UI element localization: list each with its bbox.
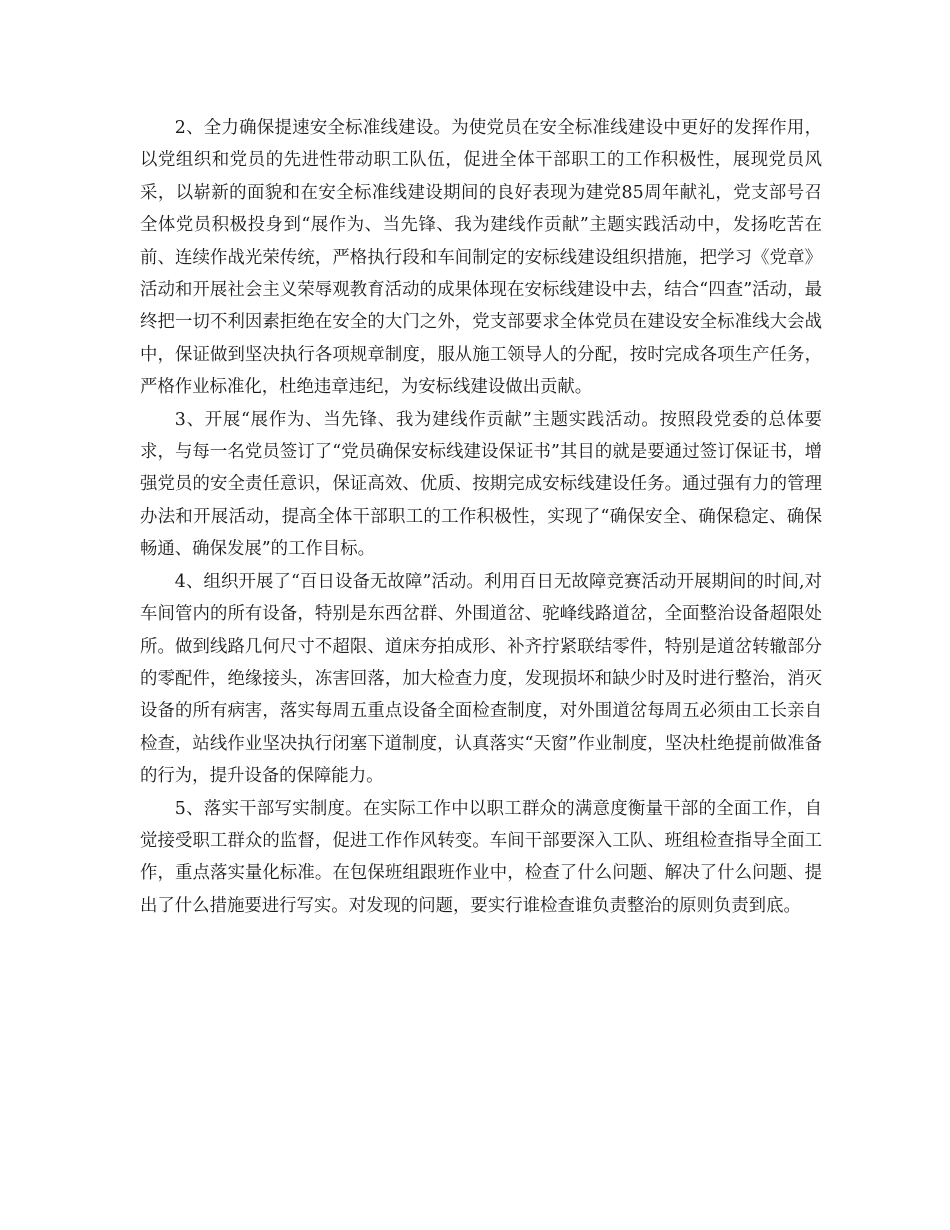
document-body (140, 112, 822, 922)
paragraph-item-2: 2、全力确保提速安全标准线建设。为使党员在安全标准线建设中更好的发挥作用，以党组织和党员的先进性带动职工队伍，促进全体干部职工的工作积极性，展现党员风采，以崭新的面貌和在安全标准线建设期间的良好表现为建党85周年献礼，党支部号召全体党员积极投身到“展作为、当先锋、我为建线作贡献”主题实践活动中，发扬吃苦在前、连续作战光荣传统，严格执行段和车间制定的安标线建设组织措施，把学习《党章》活动和开展社会主义荣辱观教育活动的成果体现在安标线建设中去，结合“四查”活动，最终把一切不利因素拒绝在安全的大门之外，党支部要求全体党员在建设安全标准线大会战中，保证做到坚决执行各项规章制度，服从施工领导人的分配，按时完成各项生产任务，严格作业标准化，杜绝违章违纪，为安标线建设做出贡献。 (140, 118, 822, 398)
paragraph-item-4: 4、组织开展了“百日设备无故障”活动。利用百日无故障竞赛活动开展期间的时间,对车间管内的所有设备，特别是东西岔群、外围道岔、驼峰线路道岔，全面整治设备超限处所。做到线路几何尺寸不超限、道床夯拍成形、补齐拧紧联结零件，特别是道岔转辙部分的零配件，绝缘接头，冻害回落，加大检查力度，发现损坏和缺少时及时进行整治，消灭设备的所有病害，落实每周五重点设备全面检查制度，对外围道岔每周五必须由工长亲自检查，站线作业坚决执行闭塞下道制度，认真落实“天窗”作业制度，坚决杜绝提前做准备的行为，提升设备的保障能力。 (140, 571, 822, 787)
paragraph-item-3: 3、开展“展作为、当先锋、我为建线作贡献”主题实践活动。按照段党委的总体要求，与每一名党员签订了“党员确保安标线建设保证书”其目的就是要通过签订保证书，增强党员的安全责任意识，保证高效、优质、按期完成安标线建设任务。通过强有力的管理办法和开展活动，提高全体干部职工的工作积极性，实现了“确保安全、确保稳定、确保畅通、确保发展”的工作目标。 (140, 409, 822, 560)
paragraph-item-5: 5、落实干部写实制度。在实际工作中以职工群众的满意度衡量干部的全面工作，自觉接受职工群众的监督，促进工作作风转变。车间干部要深入工队、班组检查指导全面工作，重点落实量化标准。在包保班组跟班作业中，检查了什么问题、解决了什么问题、提出了什么措施要进行写实。对发现的问题，要实行谁检查谁负责整治的原则负责到底。 (140, 798, 822, 916)
